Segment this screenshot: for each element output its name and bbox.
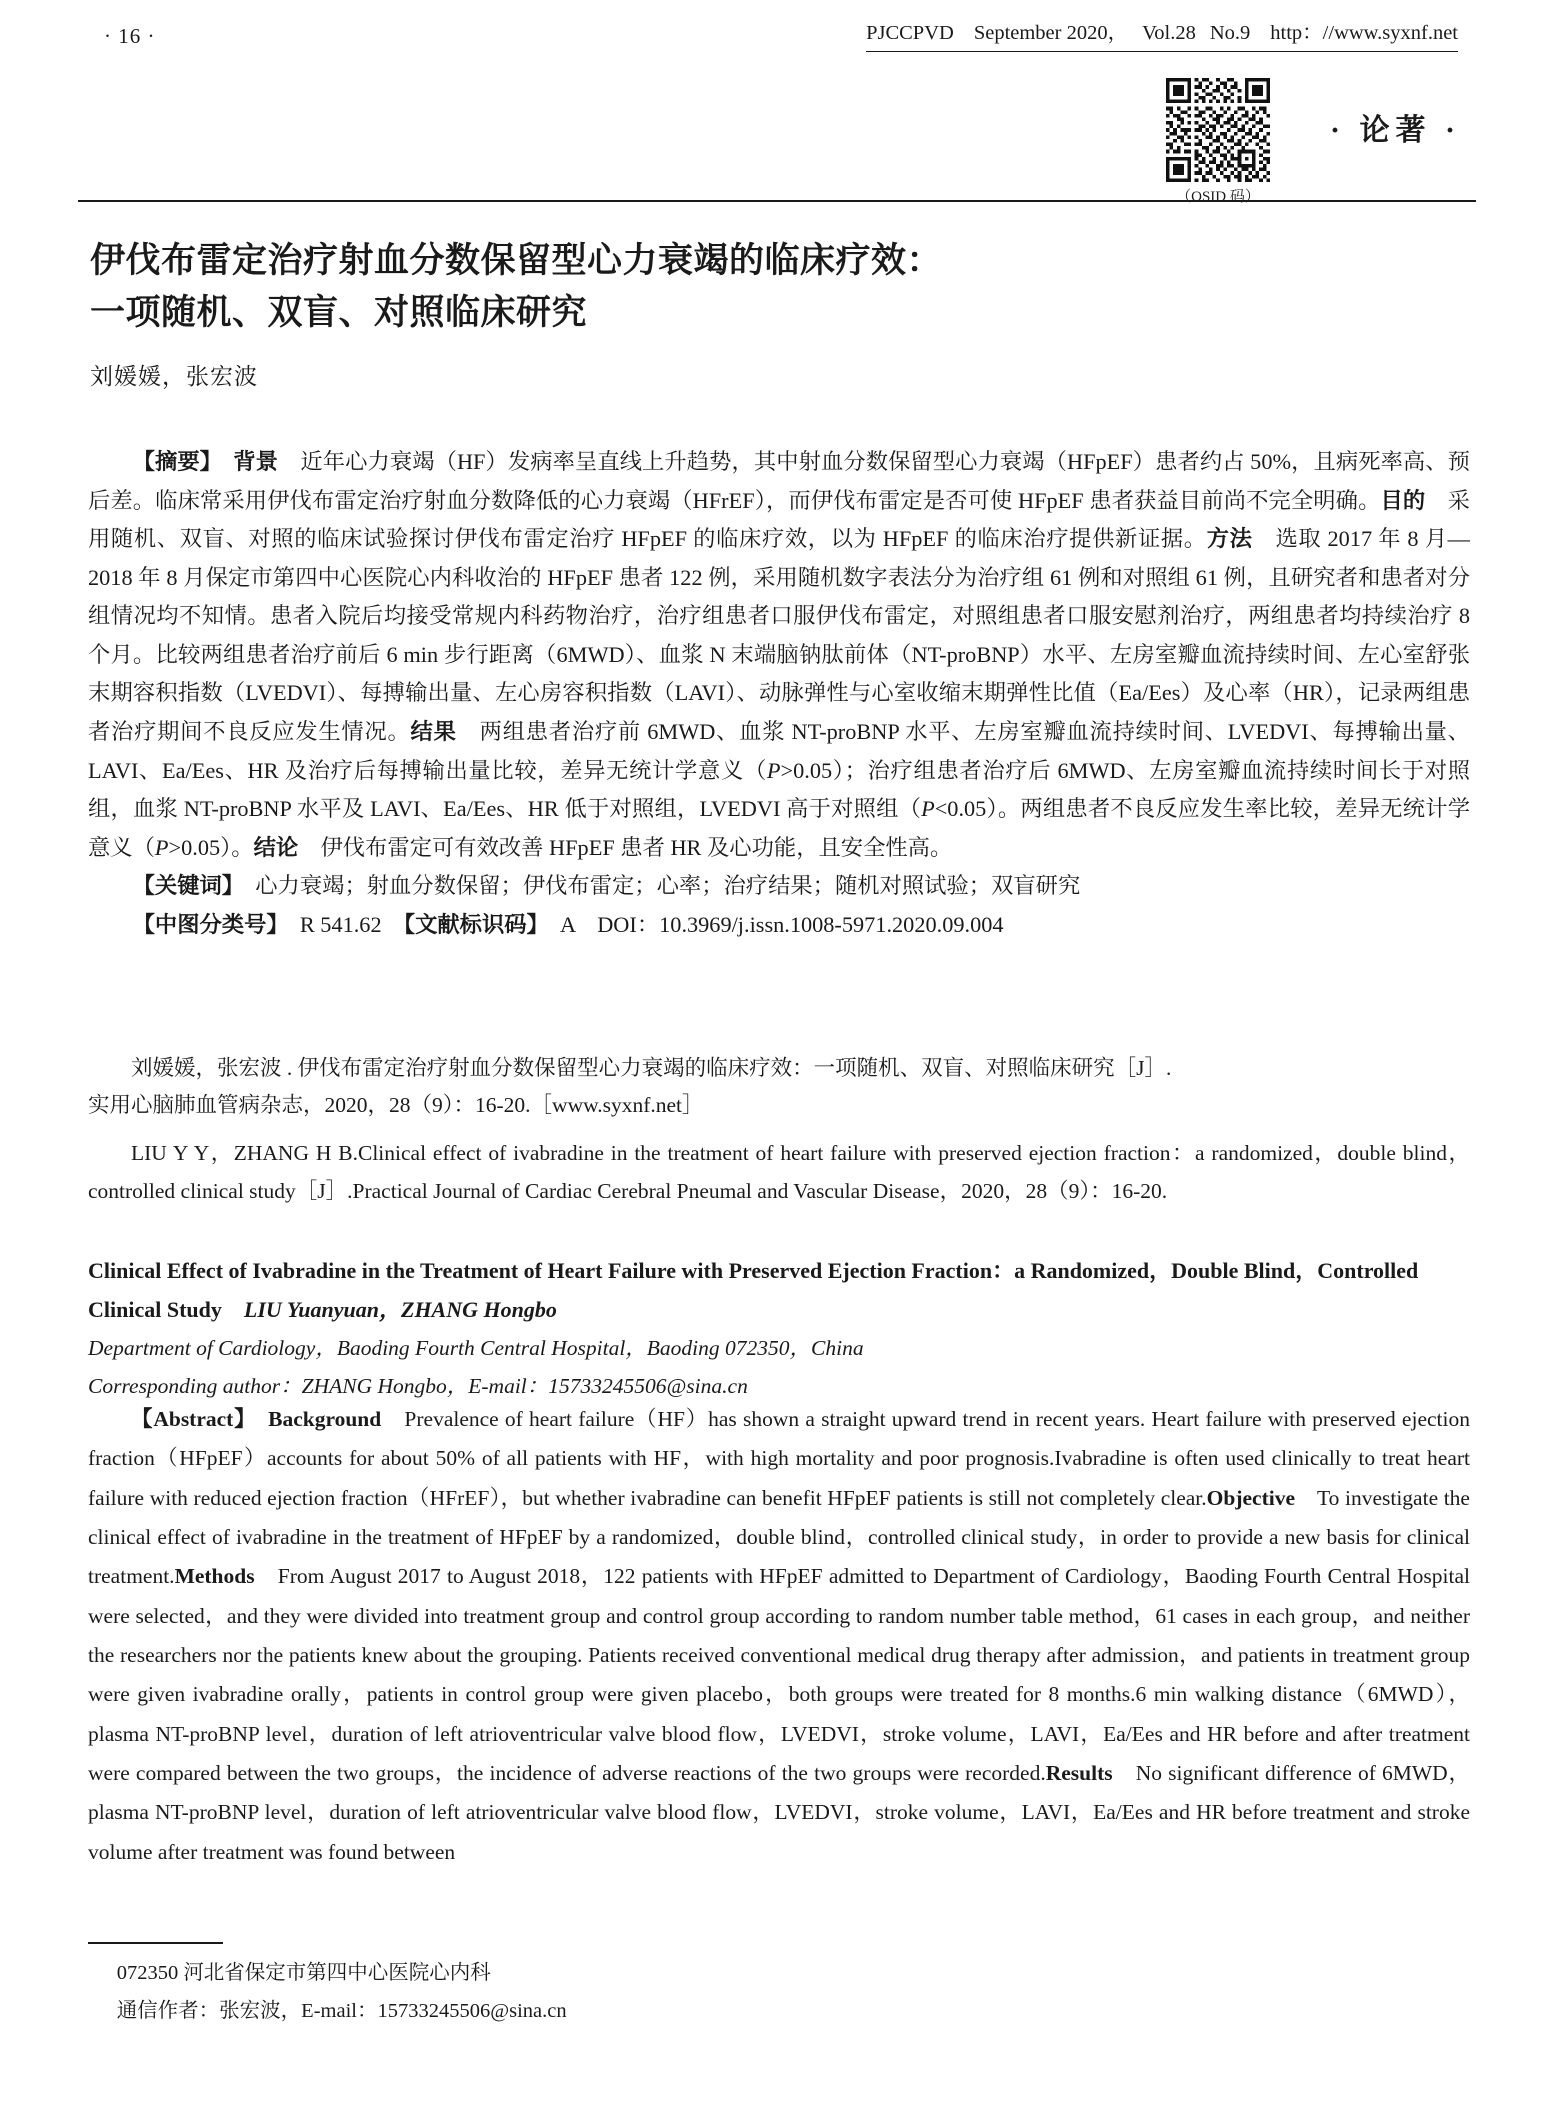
keywords-chinese xyxy=(88,867,1470,906)
methods-label-english: Methods xyxy=(174,1564,255,1589)
abstract-label-english: 【Abstract】 xyxy=(131,1407,246,1431)
objective-label: 目的 xyxy=(1380,487,1426,513)
keywords-label: 【关键词】 xyxy=(132,873,233,899)
objective-text: 采用随机、双盲、对照的临床试验探讨伊伐布雷定治疗 HFpEF 的临床疗效，以为 HFpEF 的临床治疗提供新证据。 xyxy=(88,487,1470,552)
authors-chinese: 刘媛媛，张宏波 xyxy=(90,364,258,389)
classification-line xyxy=(88,906,1470,945)
results-text-d: >0.05）。 xyxy=(168,834,254,860)
doi-value[interactable]: 10.3969/j.issn.1008-5971.2020.09.004 xyxy=(659,911,1004,937)
citation-chinese-line-2: 实用心脑肺血管病杂志，2020，28（9）：16-20.［www.syxnf.net］ xyxy=(88,1092,704,1117)
journal-abbreviation: PJCCPVD xyxy=(866,22,954,44)
journal-header-line xyxy=(866,22,1458,52)
osid-qr-caption: （OSID 码） xyxy=(1176,189,1260,205)
abstract-english xyxy=(88,1400,1470,1872)
clc-value: R 541.62 xyxy=(299,911,382,937)
document-code-label: 【文献标识码】 xyxy=(403,911,538,937)
results-text-english: No significant difference of 6MWD，plasma NT-proBNP level，duration of left atrioventricular valve blood flow，LVEDVI，stroke volume，LAVI，Ea/Ees and HR before treatment and stroke volume after treatment was found between xyxy=(88,1761,1470,1864)
clc-label: 【中图分类号】 xyxy=(132,911,278,937)
doi-label: DOI： xyxy=(597,911,660,937)
article-title-line-2: 一项随机、双盲、对照临床研究 xyxy=(90,293,588,333)
article-title xyxy=(90,235,1210,339)
corresponding-author-english: Corresponding author：ZHANG Hongbo，E-mail：15733245506@sina.cn xyxy=(88,1373,748,1398)
background-text-english: Prevalence of heart failure（HF）has shown a straight upward trend in recent years. Heart failure with preserved ejection fraction（HFpEF）accounts for about 50% of all patients with HF，with high mortality and poor prognosis.Ivabradine is often used clinically to treat heart failure with reduced ejection fraction（HFrEF），but whether ivabradine can benefit HFpEF patients is still not completely clear. xyxy=(88,1407,1470,1510)
footnote-address: 072350 河北省保定市第四中心医院心内科 xyxy=(116,1962,491,1984)
footnote-block xyxy=(88,1955,1088,2031)
results-text-b: >0.05）；治疗组患者治疗后 6MWD、左房室瓣血流持续时间长于对照组，血浆 NT-proBNP 水平及 LAVI、Ea/Ees、HR 低于对照组，LVEDVI 高于对照组（ xyxy=(88,757,1471,822)
results-label: 结果 xyxy=(410,718,457,744)
background-label: 背景 xyxy=(233,449,279,474)
objective-label-english: Objective xyxy=(1206,1485,1296,1510)
article-title-english xyxy=(88,1252,1470,1329)
header-divider xyxy=(78,200,1476,202)
p-value-symbol-1: P xyxy=(766,757,781,783)
methods-text-english: From August 2017 to August 2018，122 patients with HFpEF admitted to Department of Cardiology，Baoding Fourth Central Hospital were selected，and they were divided into treatment group and control group according to random number table method，61 cases in each group，and neither the researchers nor the patients knew about the grouping. Patients received conventional medical drug therapy after admission，and patients in treatment group were given ivabradine orally，patients in control group were given placebo，both groups were treated for 8 months.6 min walking distance（6MWD），plasma NT-proBNP level，duration of left atrioventricular valve blood flow，LVEDVI，stroke volume，LAVI，Ea/Ees and HR before and after treatment were compared between the two groups，the incidence of adverse reactions of the two groups were recorded. xyxy=(88,1564,1470,1786)
affiliation-english: Department of Cardiology，Baoding Fourth Central Hospital，Baoding 072350，China xyxy=(88,1336,864,1360)
abstract-english-paragraph xyxy=(88,1400,1470,1872)
document-code-value: A xyxy=(560,911,575,937)
issue-date: September 2020， xyxy=(973,22,1129,44)
abstract-label: 【摘要】 xyxy=(132,449,211,474)
methods-text: 选取 2017 年 8 月—2018 年 8 月保定市第四中心医院心内科收治的 HFpEF 患者 122 例，采用随机数字表法分为治疗组 61 例和对照组 61 例，且研究者和患者对分组情况均不知情。患者入院后均接受常规内科药物治疗，治疗组患者口服伊伐布雷定，对照组患者口服安慰剂治疗，两组患者均持续治疗 8 个月。比较两组患者治疗前后 6 min 步行距离（6MWD）、血浆 N 末端脑钠肽前体（NT-proBNP）水平、左房室瓣血流持续时间、左心室舒张末期容积指数（LVEDVI）、每搏输出量、左心房容积指数（LAVI）、动脉弹性与心室收缩末期弹性比值（Ea/Ees）及心率（HR），记录两组患者治疗期间不良反应发生情况。 xyxy=(88,526,1470,744)
english-title-text: Clinical Effect of Ivabradine in the Treatment of Heart Failure with Preserved Ejection Fraction：a Randomized，Double Blind，Controlled Clinical Study xyxy=(88,1258,1419,1322)
results-label-english: Results xyxy=(1045,1761,1113,1786)
journal-url: http：//www.syxnf.net xyxy=(1270,22,1458,44)
page-folio: · 16 · xyxy=(104,24,156,48)
osid-qr-block xyxy=(1160,78,1276,206)
footnote-divider xyxy=(88,1942,223,1944)
authors-english: LIU Yuanyuan，ZHANG Hongbo xyxy=(243,1296,557,1322)
affiliation-block xyxy=(88,1330,1470,1406)
conclusion-text: 伊伐布雷定可有效改善 HFpEF 患者 HR 及心功能，且安全性高。 xyxy=(320,834,953,860)
p-value-symbol-2: P xyxy=(921,796,935,822)
citation-english xyxy=(88,1135,1470,1211)
article-title-line-1: 伊伐布雷定治疗射血分数保留型心力衰竭的临床疗效： xyxy=(90,241,943,281)
volume-label: Vol.28 xyxy=(1142,22,1196,44)
issue-number: No.9 xyxy=(1209,22,1251,44)
running-head xyxy=(96,22,1458,60)
citation-chinese-line-1: 刘媛媛，张宏波 . 伊伐布雷定治疗射血分数保留型心力衰竭的临床疗效：一项随机、双盲、对照临床研究［J］. xyxy=(131,1056,1172,1080)
keywords-text: 心力衰竭；射血分数保留；伊伐布雷定；心率；治疗结果；随机对照试验；双盲研究 xyxy=(255,873,1081,899)
osid-qr-code xyxy=(1166,78,1270,182)
background-label-english: Background xyxy=(268,1407,382,1431)
footnote-corresponding: 通信作者：张宏波，E-mail：15733245506@sina.cn xyxy=(116,1999,567,2022)
results-text-a: 两组患者治疗前 6MWD、血浆 NT-proBNP 水平、左房室瓣血流持续时间、LVEDVI、每搏输出量、LAVI、Ea/Ees、HR 及治疗后每搏输出量比较，差异无统计学意义（ xyxy=(88,718,1470,783)
citation-chinese xyxy=(88,1050,1470,1124)
abstract-chinese-paragraph xyxy=(88,443,1470,867)
objective-text-english: To investigate the clinical effect of ivabradine in the treatment of HFpEF by a randomized，double blind，controlled clinical study，in order to provide a new basis for clinical treatment. xyxy=(88,1485,1470,1589)
conclusion-label: 结论 xyxy=(253,834,299,860)
section-marker: · 论著 · xyxy=(1330,114,1462,147)
methods-label: 方法 xyxy=(1206,526,1253,552)
abstract-chinese xyxy=(88,443,1470,944)
results-text-c: <0.05）。两组患者不良反应发生率比较，差异无统计学意义（ xyxy=(88,796,1470,860)
background-text: 近年心力衰竭（HF）发病率呈直线上升趋势，其中射血分数保留型心力衰竭（HFpEF）患者约占 50%，且病死率高、预后差。临床常采用伊伐布雷定治疗射血分数降低的心力衰竭（HFrEF），而伊伐布雷定是否可使 HFpEF 患者获益目前尚不完全明确。 xyxy=(88,449,1470,513)
p-value-symbol-3: P xyxy=(154,834,169,860)
citation-english-text: LIU Y Y，ZHANG H B.Clinical effect of ivabradine in the treatment of heart failure with preserved ejection fraction：a randomized，double blind，controlled clinical study［J］.Practical Journal of Cardiac Cerebral Pneumal and Vascular Disease，2020，28（9）：16-20. xyxy=(88,1141,1470,1203)
